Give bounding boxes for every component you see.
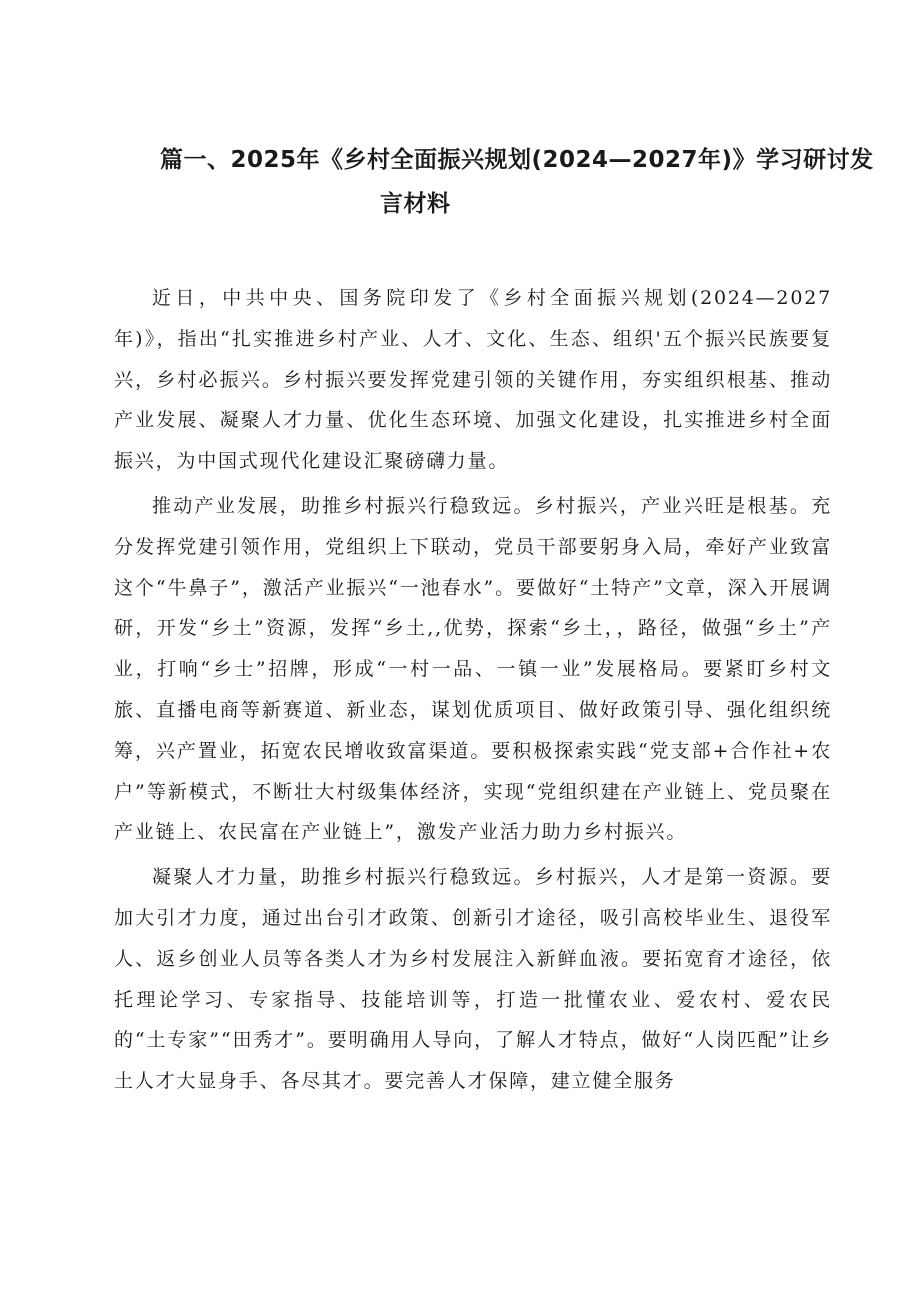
paragraph-industry: 推动产业发展，助推乡村振兴行稳致远。乡村振兴，产业兴旺是根基。充分发挥党建引领作用，党组织上下联动，党员干部要躬身入局，牵好产业致富这个“牛鼻子”，激活产业振兴“一池春水”。要做好“土特产”文章，深入开展调研，开发“乡土”资源，发挥“乡土,,优势，探索“乡土，，路径，做强“乡土”产业，打响“乡士”招牌，形成“一村一品、一镇一业”发展格局。要紧盯乡村文旅、直播电商等新赛道、新业态，谋划优质项目、做好政策引导、强化组织统筹，兴产置业，拓宽农民增收致富渠道。要积极探索实践“党支部+合作社+农户”等新模式，不断壮大村级集体经济，实现“党组织建在产业链上、党员聚在产业链上、农民富在产业链上”，激发产业活力助力乡村振兴。 [114, 494, 832, 844]
paragraph-intro: 近日，中共中央、国务院印发了《乡村全面振兴规划(2024—2027年)》，指出“扎实推进乡村产业、人才、文化、生态、组织'五个振兴民族要复兴，乡村必振兴。乡村振兴要发挥党建引领的关键作用，夯实组织根基、推动产业发展、凝聚人才力量、优化生态环境、加强文化建设，扎实推进乡村全面振兴，为中国式现代化建设汇聚磅礴力量。 [114, 287, 832, 473]
title-line-1: 篇一、2025年《乡村全面振兴规划(2024—2027年)》学习研讨发 [160, 147, 874, 173]
title-line-2: 言材料 [380, 191, 451, 217]
paragraph-talent: 凝聚人才力量，助推乡村振兴行稳致远。乡村振兴，人才是第一资源。要加大引才力度，通过出台引才政策、创新引才途径，吸引高校毕业生、退役军人、返乡创业人员等各类人才为乡村发展注入新鲜血液。要拓宽育才途径，依托理论学习、专家指导、技能培训等，打造一批懂农业、爱农村、爱农民的“土专家”“田秀才”。要明确用人导向，了解人才特点，做好“人岗匹配”让乡土人才大显身手、各尽其才。要完善人才保障，建立健全服务 [114, 866, 832, 1093]
document-body [114, 278, 832, 1102]
document-title [160, 138, 874, 226]
